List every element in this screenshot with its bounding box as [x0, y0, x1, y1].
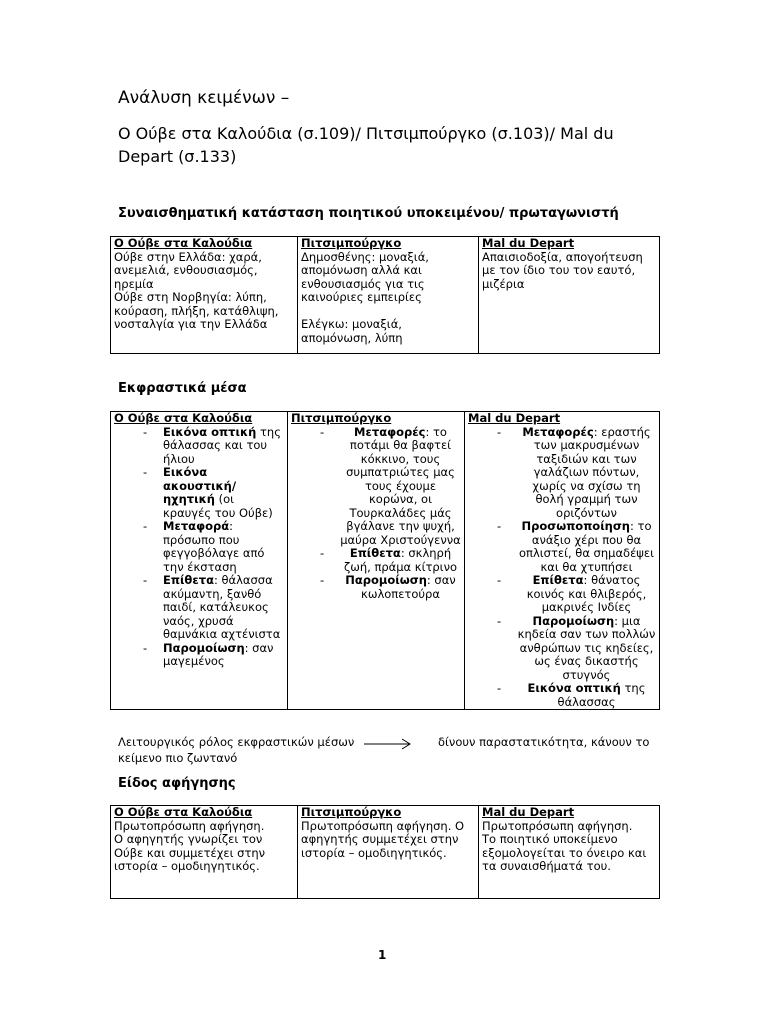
function-label: Λειτουργικός ρόλος εκφραστικών μέσων	[118, 735, 355, 749]
section-heading-narration-type: Είδος αφήγησης	[118, 776, 236, 791]
right-arrow-icon	[362, 737, 414, 751]
expressive-list	[468, 426, 656, 710]
table-cell	[465, 412, 660, 710]
list-item: - Παρομοίωση: σαν μαγεμένος	[163, 642, 284, 669]
list-item: - Εικόνα οπτική της θάλασσας και του ήλιου	[163, 426, 284, 467]
cell-text: Πρωτοπρόσωπη αφήγηση. Ο αφηγητής συμμετέχει στην ιστορία – ομοδιηγητικός.	[301, 818, 465, 860]
table-cell	[111, 237, 298, 354]
cell-text: Πρωτοπρόσωπη αφήγηση. Ο αφηγητής γνωρίζει τον Ούβε και συμμετέχει στην ιστορία – ομοδιηγητικός.	[114, 818, 266, 873]
column-heading: Ο Ούβε στα Καλούδια	[114, 236, 253, 250]
list-item: - Προσωποποίηση: το ανάξιο χέρι που θα οπλιστεί, θα σημαδέψει και θα χτυπήσει	[517, 520, 656, 574]
table-cell	[288, 412, 465, 710]
column-heading: Mal du Depart	[482, 805, 575, 819]
cell-text: Δημοσθένης: μοναξιά, απομόνωση αλλά και ενθουσιασμός για τις καινούριες εμπειρίες Ελέγκω: μοναξιά, απομόνωση, λύπη	[301, 249, 429, 345]
table-cell	[111, 412, 288, 710]
column-heading: Mal du Depart	[468, 411, 561, 425]
column-heading: Mal du Depart	[482, 236, 575, 250]
document-title: Ανάλυση κειμένων –	[118, 88, 290, 108]
list-item: - Εικόνα ακουστική/ ηχητική (οι κραυγές του Ούβε)	[163, 466, 284, 520]
list-item: - Μεταφορά: πρόσωπο που φεγγοβόλαγε από την έκσταση	[163, 520, 284, 574]
expressive-means-table	[110, 411, 660, 710]
list-item: - Επίθετα: θάνατος κοινός και θλιβερός, μακρινές Ινδίες	[517, 574, 656, 615]
section-heading-emotional-state: Συναισθηματική κατάσταση ποιητικού υποκειμένου/ πρωταγωνιστή	[118, 206, 619, 221]
list-item: - Παρομοίωση: σαν κωλοπετούρα	[340, 574, 461, 601]
section-heading-expressive-means: Εκφραστικά μέσα	[118, 381, 247, 396]
cell-text: Ούβε στην Ελλάδα: χαρά, ανεμελιά, ενθουσιασμός, ηρεμία Ούβε στη Νορβηγία: λύπη, κούραση, πλήξη, κατάθλιψη, νοσταλγία για την Ελλάδα	[114, 249, 279, 331]
expressive-list	[114, 426, 284, 669]
table-cell	[479, 237, 660, 354]
list-item: - Επίθετα: θάλασσα ακύμαντη, ξανθό παιδί, κατάλευκος ναός, χρυσά θαμνάκια αχτένιστα	[163, 574, 284, 642]
list-item: - Μεταφορές: το ποτάμι θα βαφτεί κόκκινο, τους συμπατριώτες μας τους έχουμε κορώνα, οι Τουρκαλάδες μάς βγάλανε την ψυχή, μαύρα Χριστούγεννα	[340, 426, 461, 548]
function-result-continuation: κείμενο πιο ζωντανό	[118, 751, 238, 765]
list-item: - Επίθετα: σκληρή ζωή, πράμα κίτρινο	[340, 547, 461, 574]
table-cell	[479, 806, 660, 899]
column-heading: Ο Ούβε στα Καλούδια	[114, 411, 253, 425]
expressive-list	[291, 426, 461, 602]
function-result: δίνουν παραστατικότητα, κάνουν το	[438, 735, 650, 749]
table-cell	[111, 806, 298, 899]
column-heading: Πιτσιμπούργκο	[301, 236, 402, 250]
narration-type-table	[110, 805, 660, 899]
cell-text: Απαισιοδοξία, απογοήτευση με τον ίδιο του τον εαυτό, μιζέρια	[482, 249, 643, 291]
table-cell	[298, 806, 479, 899]
column-heading: Πιτσιμπούργκο	[301, 805, 402, 819]
page-number: 1	[378, 948, 387, 962]
list-item: - Μεταφορές: εραστής των μακρυσμένων ταξιδιών και των γαλάζιων πόντων, χωρίς να σχίσω τη θολή γραμμή των οριζόντων	[517, 426, 656, 521]
emotional-state-table	[110, 236, 660, 354]
list-item: - Παρομοίωση: μια κηδεία σαν των πολλών ανθρώπων τις κηδείες, ως ένας δικαστής στυγνός	[517, 615, 656, 683]
column-heading: Πιτσιμπούργκο	[291, 411, 392, 425]
list-item: - Εικόνα οπτική της θάλασσας	[517, 682, 656, 709]
document-subtitle: Ο Ούβε στα Καλούδια (σ.109)/ Πιτσιμπούργκο (σ.103)/ Mal du Depart (σ.133)	[118, 124, 614, 166]
column-heading: Ο Ούβε στα Καλούδια	[114, 805, 253, 819]
cell-text: Πρωτοπρόσωπη αφήγηση. Το ποιητικό υποκείμενο εξομολογείται το όνειρο και τα συναισθήματά του.	[482, 818, 647, 873]
table-cell	[298, 237, 479, 354]
